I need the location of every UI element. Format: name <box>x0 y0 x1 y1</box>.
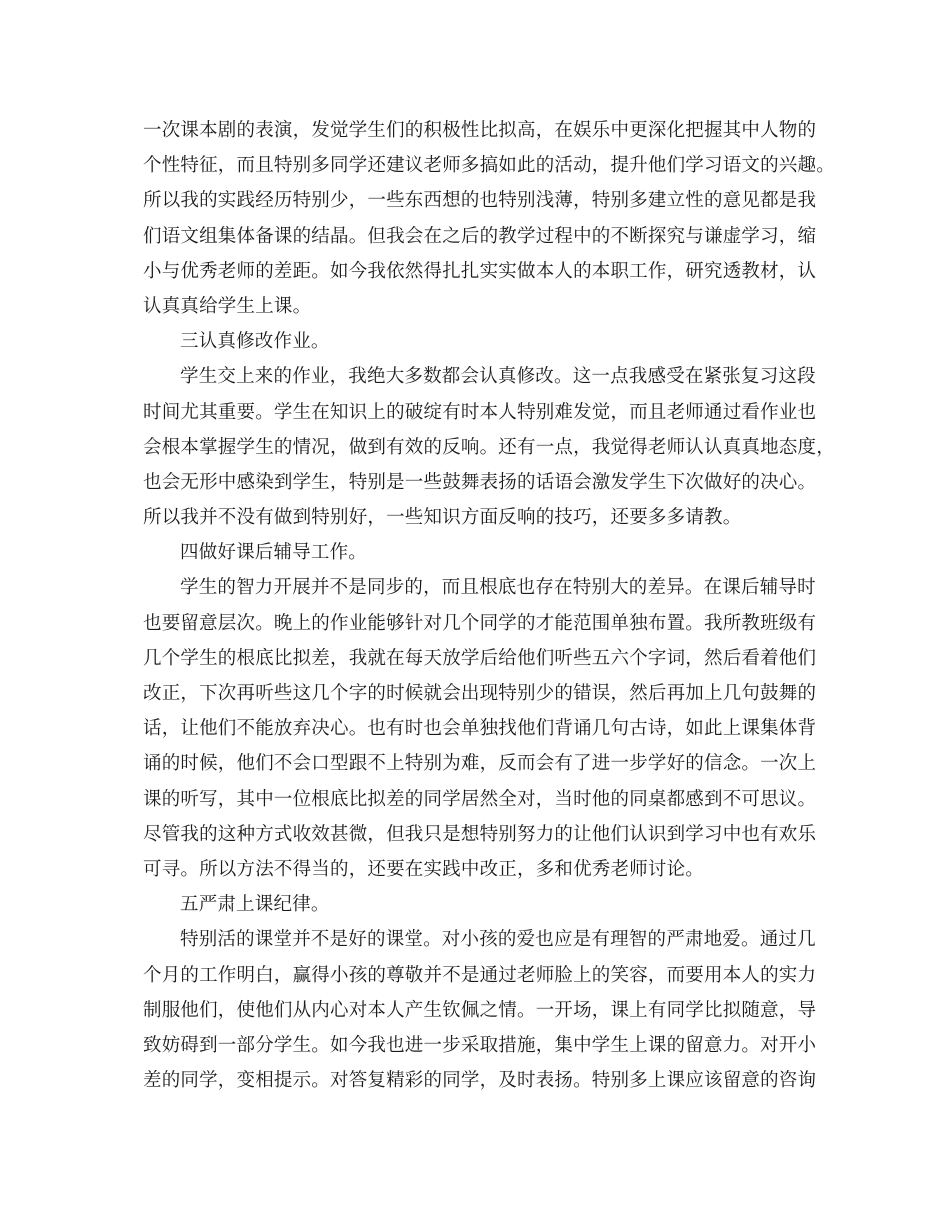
paragraph-start-line: 三认真修改作业。 <box>180 331 330 353</box>
text-line: 诵的时候，他们不会口型跟不上特别为难，反而会有了进一步学好的信念。一次上 <box>143 753 817 775</box>
text-line: 制服他们，使他们从内心对本人产生钦佩之情。一开场，课上有同学比拟随意，导 <box>143 999 817 1021</box>
text-line: 个月的工作明白，赢得小孩的尊敬并不是通过老师脸上的笑容，而要用本人的实力 <box>143 964 817 986</box>
document-body <box>143 113 835 1098</box>
text-line: 也会无形中感染到学生，特别是一些鼓舞表扬的话语会激发学生下次做好的决心。 <box>143 471 817 493</box>
text-line: 可寻。所以方法不得当的，还要在实践中改正，多和优秀老师讨论。 <box>143 858 705 880</box>
text-line: 尽管我的这种方式收效甚微，但我只是想特别努力的让他们认识到学习中也有欢乐 <box>143 823 817 845</box>
text-line: 致妨碍到一部分学生。如今我也进一步采取措施，集中学生上课的留意力。对开小 <box>143 1034 817 1056</box>
text-line: 改正，下次再听些这几个字的时候就会出现特别少的错误，然后再加上几句鼓舞的 <box>143 683 817 704</box>
text-line: 差的同学，变相提示。对答复精彩的同学，及时表扬。特别多上课应该留意的咨询 <box>143 1070 817 1092</box>
text-line: 个性特征，而且特别多同学还建议老师多搞如此的活动，提升他们学习语文的兴趣。 <box>143 155 835 177</box>
text-line: 话，让他们不能放弃决心。也有时也会单独找他们背诵几句古诗，如此上课集体背 <box>143 718 817 740</box>
text-line: 们语文组集体备课的结晶。但我会在之后的教学过程中的不断探究与谦虚学习，缩 <box>143 225 817 247</box>
text-line: 一次课本剧的表演，发觉学生们的积极性比拟高，在娱乐中更深化把握其中人物的 <box>143 120 817 141</box>
text-line: 小与优秀老师的差距。如今我依然得扎扎实实做本人的本职工作，研究透教材，认 <box>143 260 817 282</box>
text-line: 会根本掌握学生的情况，做到有效的反响。还有一点，我觉得老师认认真真地态度， <box>143 436 835 458</box>
text-line: 时间尤其重要。学生在知识上的破绽有时本人特别难发觉，而且老师通过看作业也 <box>143 401 817 423</box>
text-line: 认真真给学生上课。 <box>143 295 312 317</box>
paragraph-start-line: 四做好课后辅导工作。 <box>180 542 368 564</box>
paragraph-start-line: 学生的智力开展并不是同步的，而且根底也存在特别大的差异。在课后辅导时 <box>180 577 816 599</box>
text-line: 所以我并不没有做到特别好，一些知识方面反响的技巧，还要多多请教。 <box>143 507 742 529</box>
paragraph-start-line: 特别活的课堂并不是好的课堂。对小孩的爱也应是有理智的严肃地爱。通过几 <box>180 929 816 951</box>
text-line: 几个学生的根底比拟差，我就在每天放学后给他们听些五六个字词，然后看着他们 <box>143 647 817 669</box>
text-line: 也要留意层次。晚上的作业能够针对几个同学的才能范围单独布置。我所教班级有 <box>143 612 817 634</box>
paragraph-start-line: 学生交上来的作业，我绝大多数都会认真修改。这一点我感受在紧张复习这段 <box>180 366 816 388</box>
text-line: 课的听写，其中一位根底比拟差的同学居然全对，当时他的同桌都感到不可思议。 <box>143 788 817 810</box>
text-line: 所以我的实践经历特别少，一些东西想的也特别浅薄，特别多建立性的意见都是我 <box>143 190 817 212</box>
paragraph-start-line: 五严肃上课纪律。 <box>180 894 330 916</box>
